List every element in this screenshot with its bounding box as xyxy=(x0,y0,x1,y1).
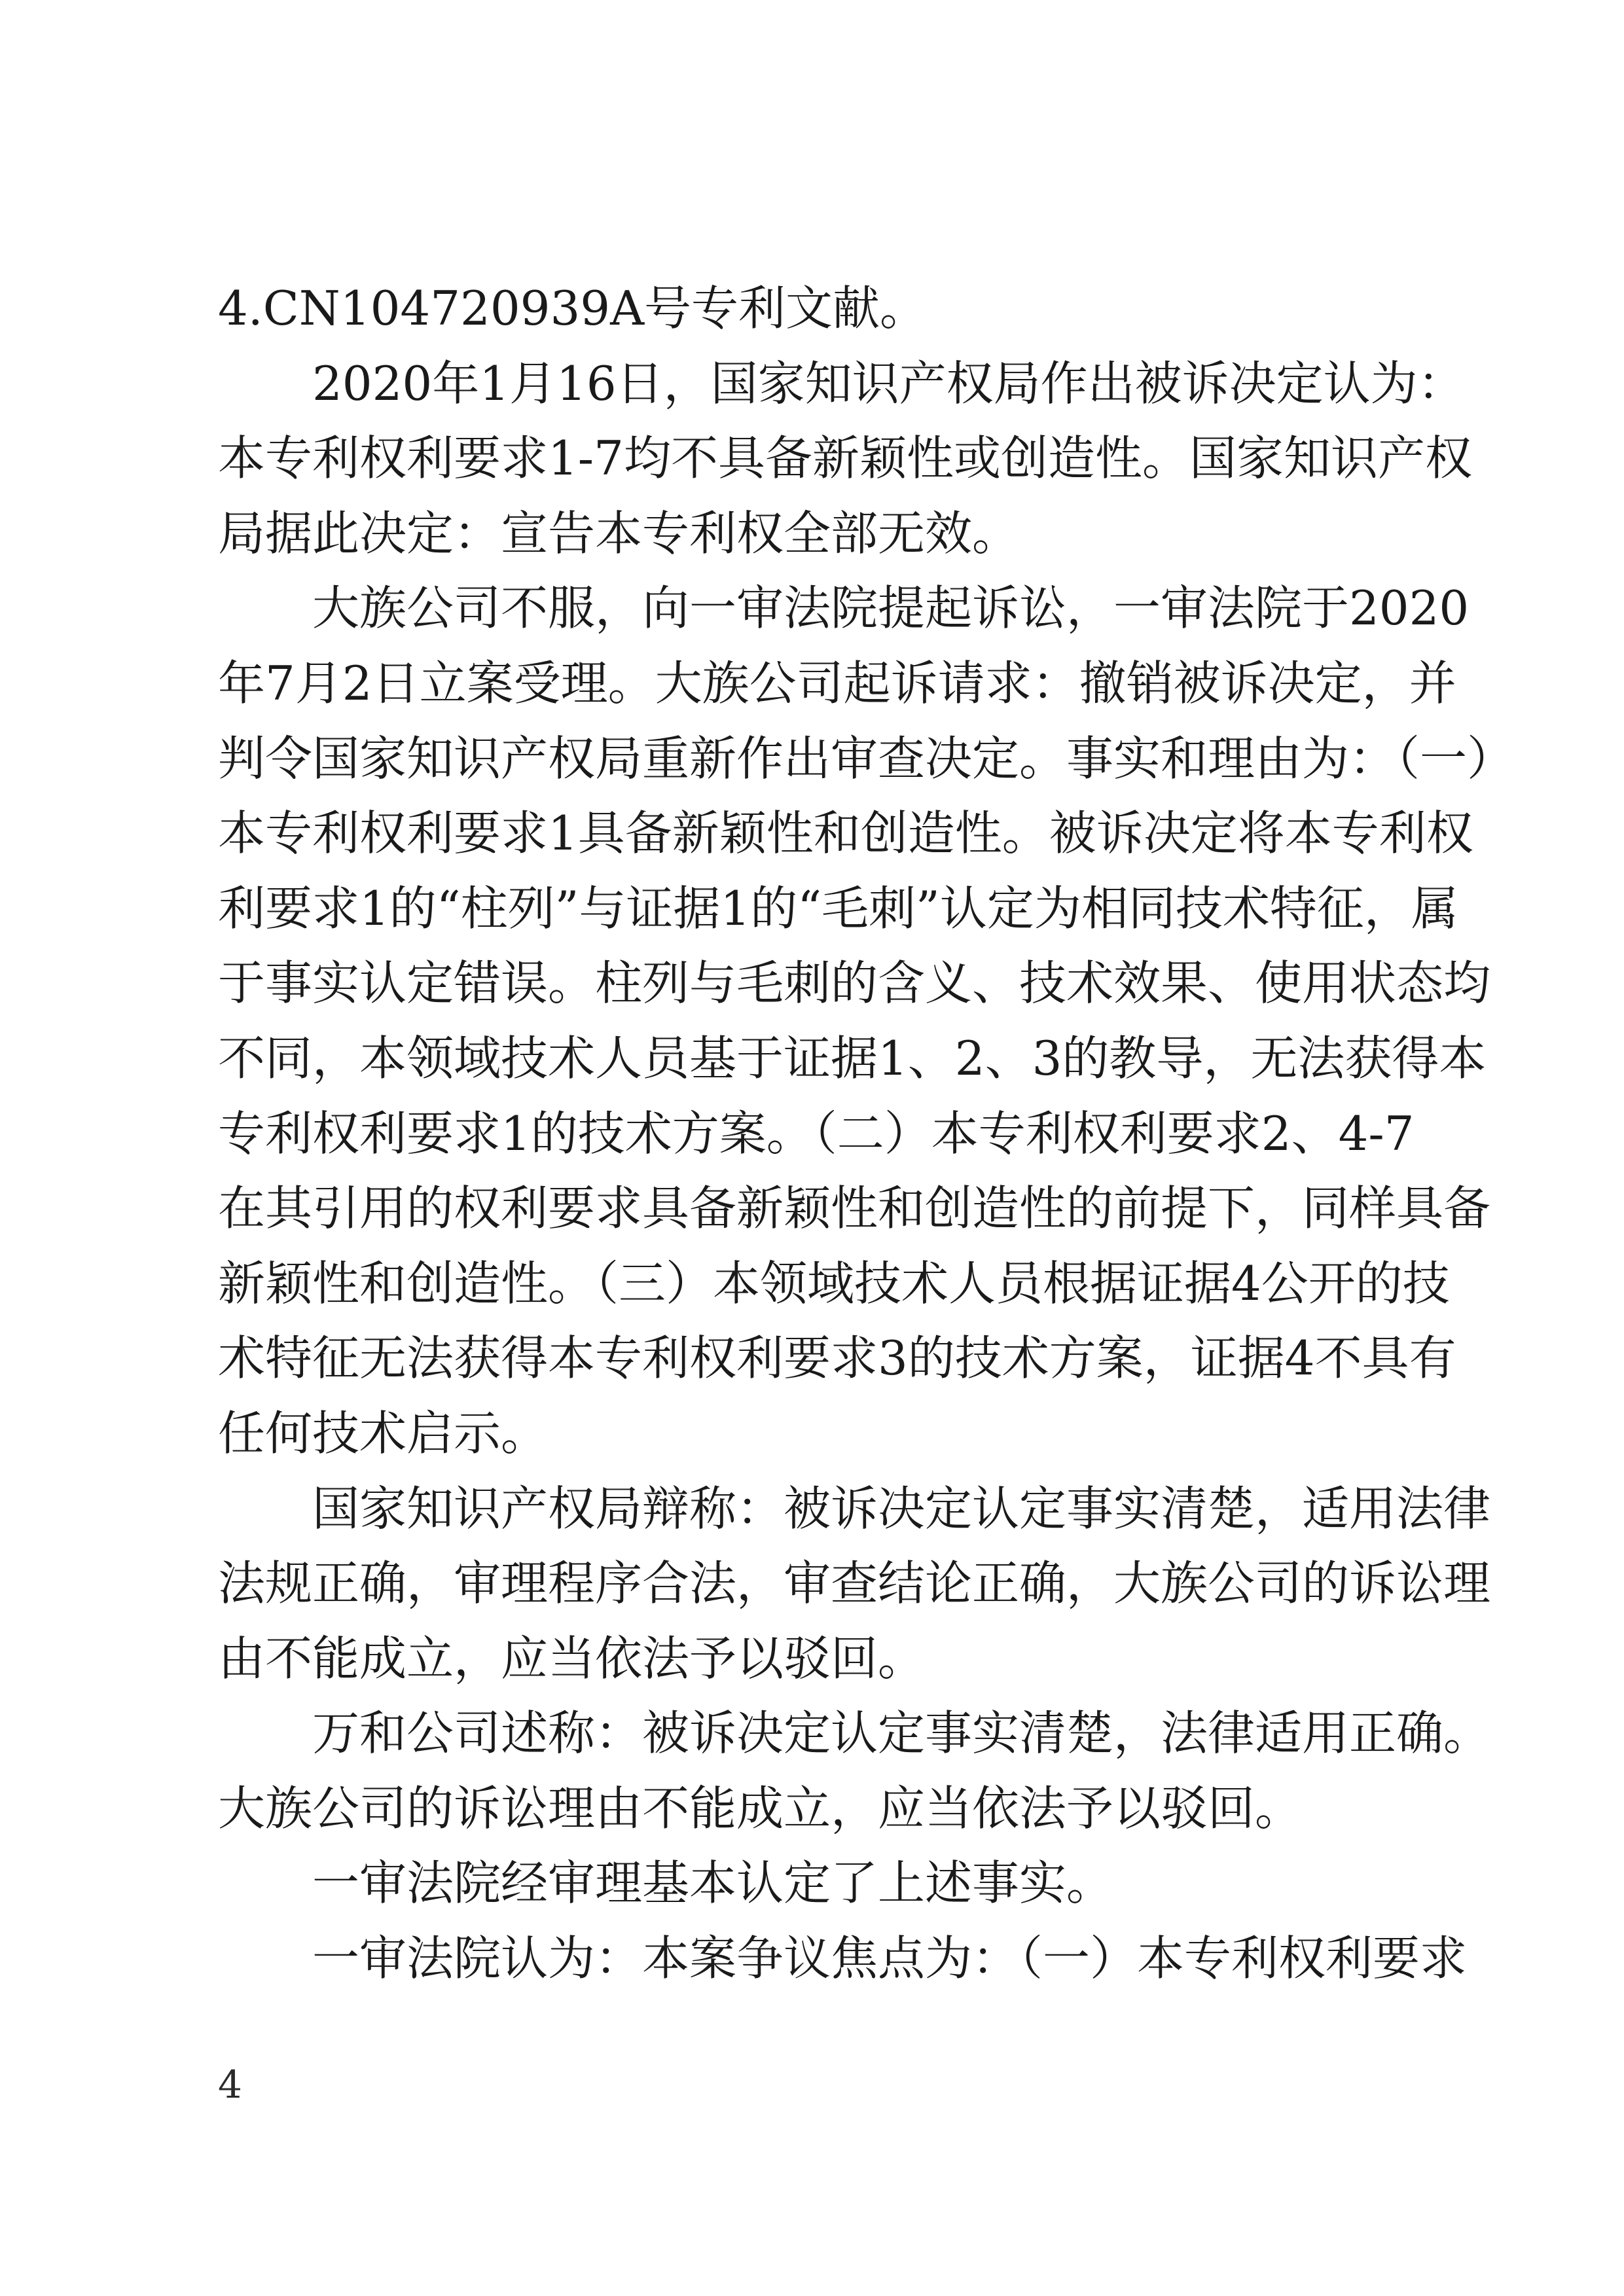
text-line: 法规正确，审理程序合法，审查结论正确，大族公司的诉讼理 xyxy=(218,1556,1491,1611)
text-line: 于事实认定错误。柱列与毛刺的含义、技术效果、使用状态均 xyxy=(218,956,1491,1011)
document-body xyxy=(218,271,1515,1996)
text-line: 年7月2日立案受理。大族公司起诉请求：撤销被诉决定，并 xyxy=(218,655,1456,711)
paragraph-start-line: 2020年1月16日，国家知识产权局作出被诉决定认为： xyxy=(312,355,1465,411)
paragraph-start-line: 万和公司述称：被诉决定认定事实清楚，法律适用正确。 xyxy=(312,1706,1491,1761)
text-line: 本专利权利要求1-7均不具备新颖性或创造性。国家知识产权 xyxy=(218,431,1472,486)
paragraph-end-line: 由不能成立，应当依法予以驳回。 xyxy=(218,1630,926,1686)
paragraph-end-line: 局据此决定：宣告本专利权全部无效。 xyxy=(218,505,1020,561)
paragraph-end-line: 大族公司的诉讼理由不能成立，应当依法予以驳回。 xyxy=(218,1780,1303,1836)
text-line: 4.CN104720939A号专利文献。 xyxy=(218,281,928,336)
page-number: 4 xyxy=(218,2062,242,2107)
text-line: 术特征无法获得本专利权利要求3的技术方案，证据4不具有 xyxy=(218,1331,1456,1386)
paragraph-line: 一审法院经审理基本认定了上述事实。 xyxy=(312,1856,1114,1911)
text-line: 判令国家知识产权局重新作出审查决定。事实和理由为：（一） xyxy=(218,730,1515,786)
text-line: 利要求1的“柱列”与证据1的“毛刺”认定为相同技术特征，属 xyxy=(218,880,1458,936)
text-line: 新颖性和创造性。（三）本领域技术人员根据证据4公开的技 xyxy=(218,1255,1450,1311)
text-line: 不同，本领域技术人员基于证据1、2、3的教导，无法获得本 xyxy=(218,1030,1487,1086)
paragraph-start-line: 国家知识产权局辩称：被诉决定认定事实清楚，适用法律 xyxy=(312,1480,1491,1536)
text-line: 在其引用的权利要求具备新颖性和创造性的前提下，同样具备 xyxy=(218,1181,1491,1236)
paragraph-start-line: 一审法院认为：本案争议焦点为：（一）本专利权利要求 xyxy=(312,1931,1468,1986)
paragraph-end-line: 任何技术启示。 xyxy=(218,1405,549,1461)
text-line: 本专利权利要求1具备新颖性和创造性。被诉决定将本专利权 xyxy=(218,806,1473,861)
paragraph-start-line: 大族公司不服，向一审法院提起诉讼，一审法院于2020 xyxy=(312,581,1470,636)
text-line: 专利权利要求1的技术方案。（二）本专利权利要求2、4-7 xyxy=(218,1105,1415,1161)
